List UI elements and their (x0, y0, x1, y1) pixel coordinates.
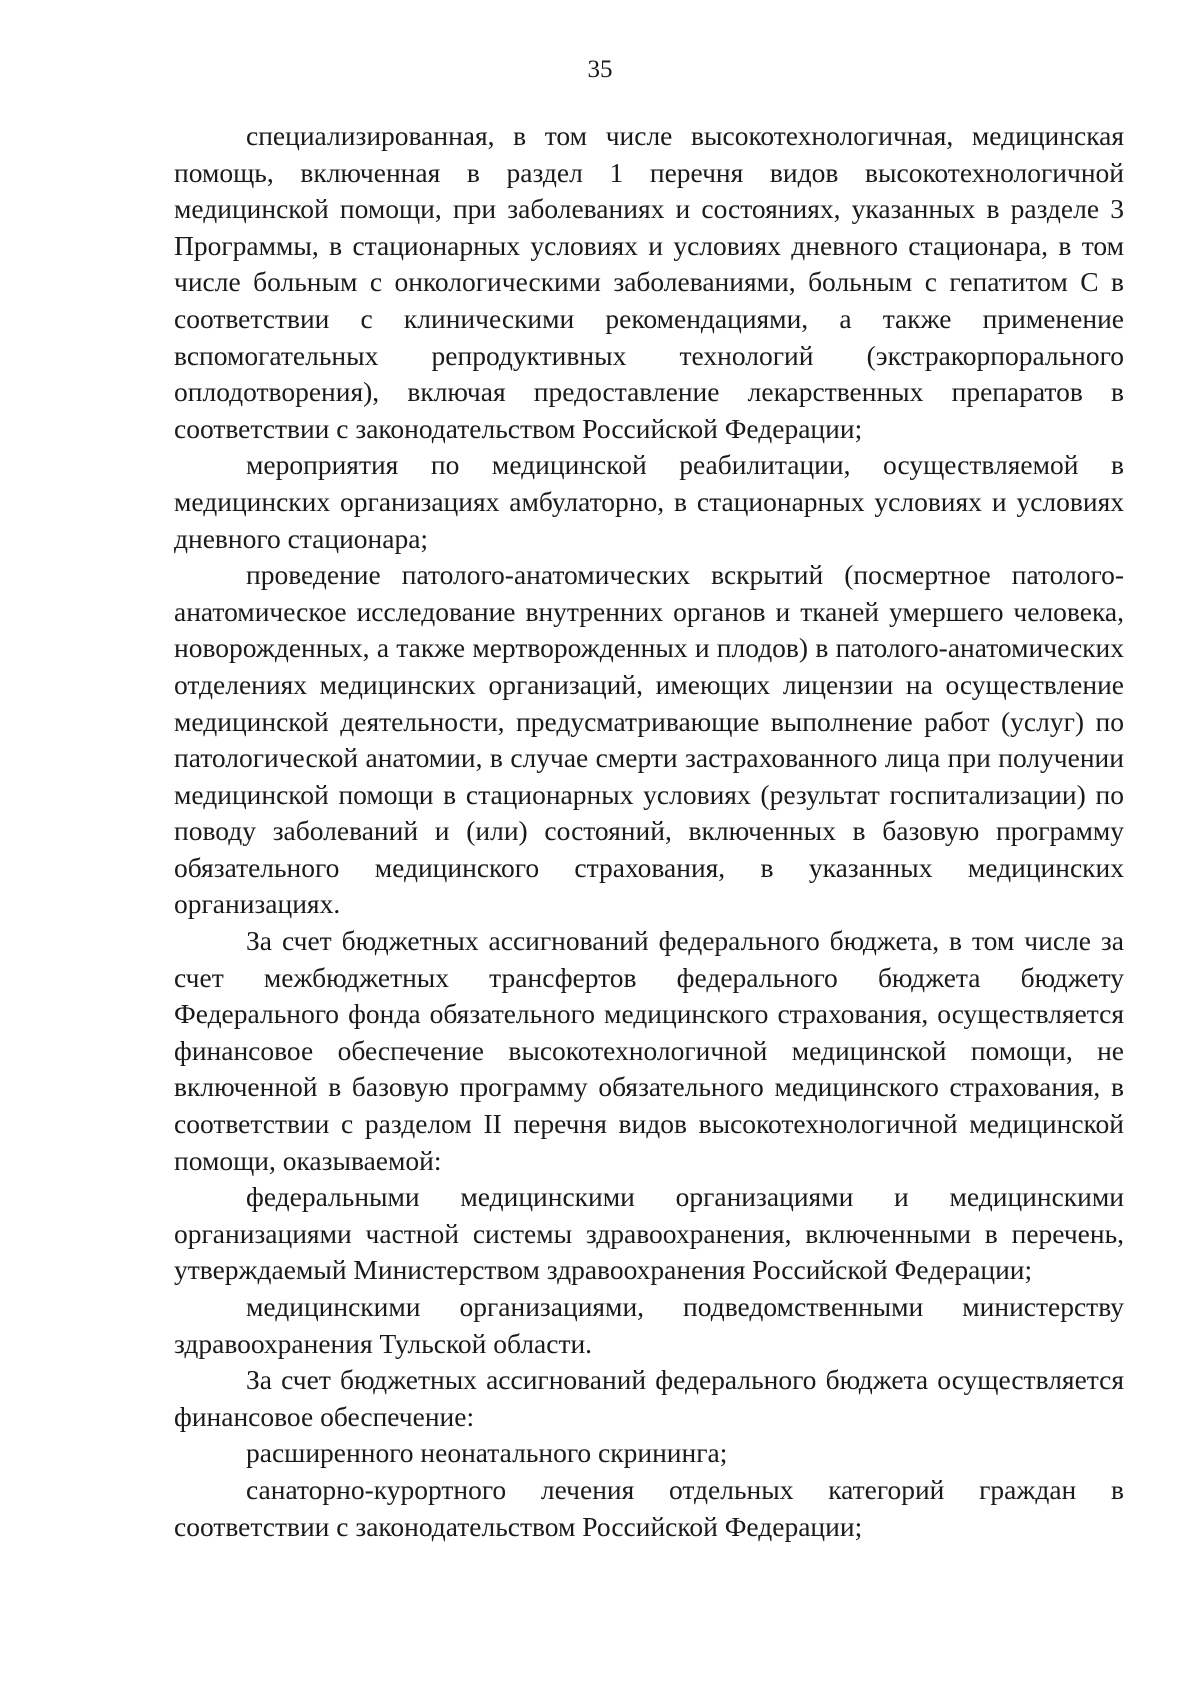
paragraph-neonatal-screening: расширенного неонатального скрининга; (246, 1437, 728, 1469)
paragraph-federal-organizations: федеральными медицинскими организациями и медицинскими организациями частной системы здравоохранения, включенными в перечень, утверждаемый Министерством здравоохранения Российской Федерации; (174, 1181, 1124, 1286)
paragraph-federal-budget-htmc: За счет бюджетных ассигнований федерального бюджета, в том числе за счет межбюджетных трансфертов федерального бюджета бюджету Федерального фонда обязательного медицинского страхования, осуществляется финансовое обеспечение высокотехнологичной медицинской помощи, не включенной в базовую программу обязательного медицинского страхования, в соответствии с разделом II перечня видов высокотехнологичной медицинской помощи, оказываемой: (174, 925, 1124, 1176)
paragraph-specialized-care: специализированная, в том числе высокотехнологичная, медицинская помощь, включенная в раздел 1 перечня видов высокотехнологичной медицинской помощи, при заболеваниях и состояниях, указанных в разделе 3 Программы, в стационарных условиях и условиях дневного стационара, в том числе больным с онкологическими заболеваниями, больным с гепатитом С в соответствии с клиническими рекомендациями, а также применение вспомогательных репродуктивных технологий (экстракорпорального оплодотворения), включая предоставление лекарственных препаратов в соответствии с законодательством Российской Федерации; (174, 120, 1124, 444)
paragraph-rehabilitation: мероприятия по медицинской реабилитации, осуществляемой в медицинских организациях амбулаторно, в стационарных условиях и условиях дневного стационара; (174, 449, 1124, 554)
paragraph-sanatorium-treatment: санаторно-курортного лечения отдельных категорий граждан в соответствии с законодательством Российской Федерации; (174, 1473, 1124, 1542)
document-body (174, 118, 1124, 1545)
paragraph-federal-budget-financing: За счет бюджетных ассигнований федерального бюджета осуществляется финансовое обеспечение: (174, 1364, 1124, 1432)
paragraph-regional-organizations: медицинскими организациями, подведомственными министерству здравоохранения Тульской области. (174, 1291, 1124, 1359)
paragraph-autopsies: проведение патолого-анатомических вскрытий (посмертное патолого-анатомическое исследование внутренних органов и тканей умершего человека, новорожденных, а также мертворожденных и плодов) в патолого-анатомических отделениях медицинских организаций, имеющих лицензии на осуществление медицинской деятельности, предусматривающие выполнение работ (услуг) по патологической анатомии, в случае смерти застрахованного лица при получении медицинской помощи в стационарных условиях (результат госпитализации) по поводу заболеваний и (или) состояний, включенных в базовую программу обязательного медицинского страхования, в указанных медицинских организациях. (174, 559, 1124, 920)
page-number: 35 (587, 56, 613, 83)
